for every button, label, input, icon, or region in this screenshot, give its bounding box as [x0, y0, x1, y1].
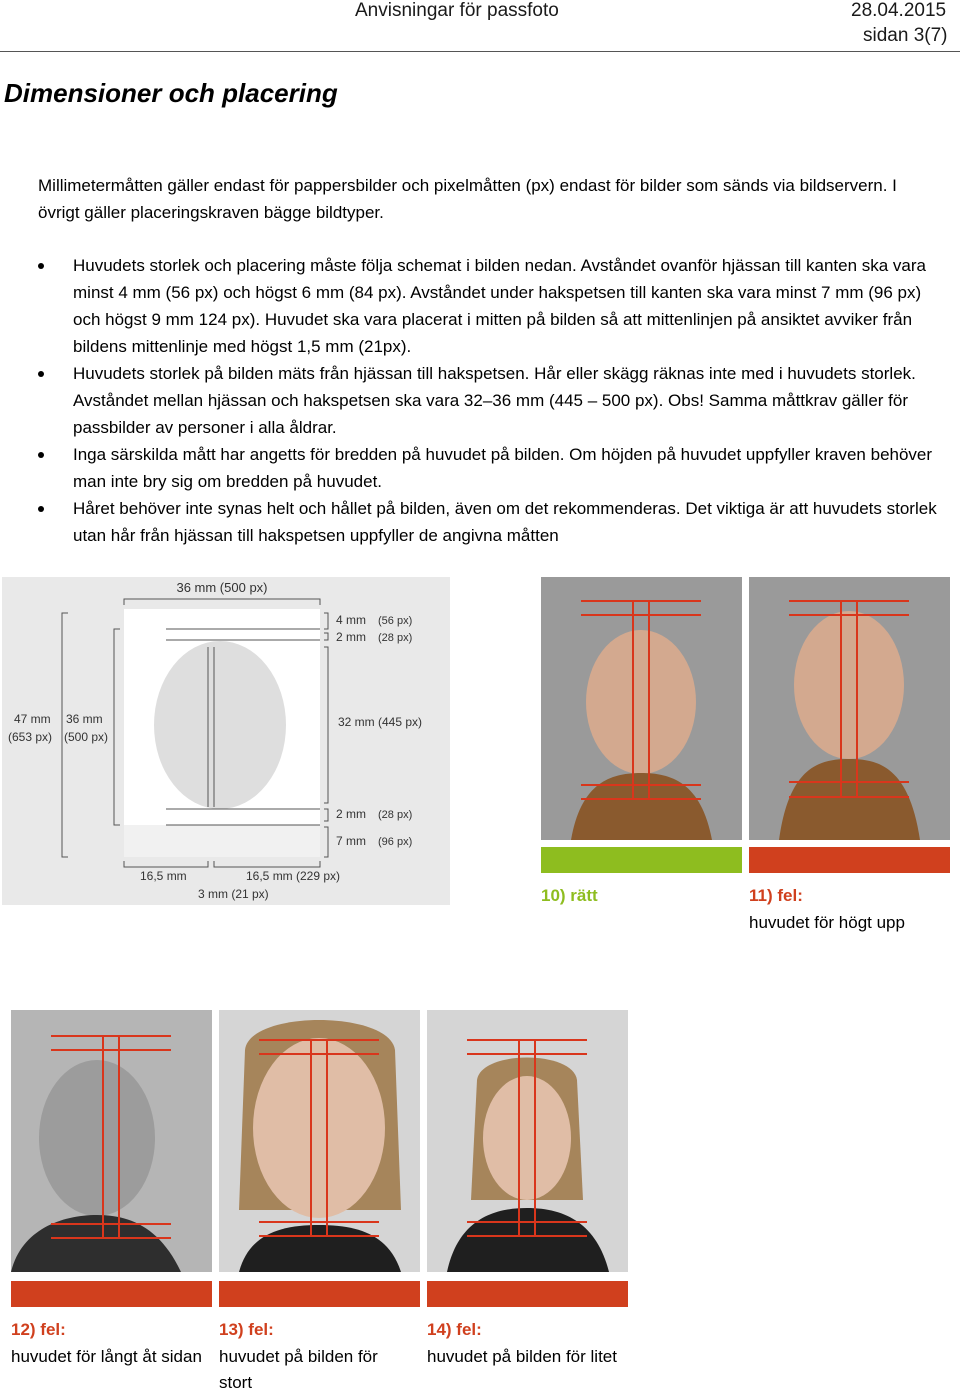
- left-side-bracket: [124, 861, 208, 867]
- header-date: 28.04.2015: [851, 0, 947, 21]
- chin-gap-min-bracket: [324, 809, 328, 821]
- bullet-icon: [38, 263, 44, 269]
- head-size-label: 32 mm (445 px): [338, 715, 423, 729]
- status-bar-error: [11, 1281, 212, 1307]
- example-11-text: huvudet för högt upp: [749, 913, 905, 932]
- header-page-number: sidan 3(7): [863, 25, 948, 46]
- top-gap-max-bracket: [324, 613, 328, 629]
- face-placeholder: [749, 577, 950, 840]
- example-12-number: 12) fel:: [11, 1320, 66, 1339]
- list-item-text: Håret behöver inte synas helt och hållet på bilden, även om det rekommenderas. Det viktiga är att huvudets storlek utan hår från hjässan till hakspetsen uppfyller de angivna måtten: [73, 499, 937, 545]
- list-item: [38, 252, 938, 360]
- example-photo-head-to-side: [11, 1010, 212, 1272]
- header-title: Anvisningar för passfoto: [355, 0, 559, 21]
- header-divider: [0, 51, 960, 52]
- face-placeholder: [541, 577, 742, 840]
- list-item: [38, 441, 938, 495]
- height-px-label: (653 px): [8, 730, 53, 744]
- list-item-text: Huvudets storlek och placering måste följa schemat i bilden nedan. Avståndet ovanför hjässan till kanten ska vara minst 4 mm (56 px) och högst 6 mm (84 px). Avståndet under hakspetsen till kanten ska vara minst 7 mm (96 px) och högst 9 mm 124 px). Huvudet ska vara placerat i mitten på bilden så att mittenlinjen på ansiktet avviker från bildens mittenlinje med högst 1,5 mm (21px).: [73, 256, 927, 356]
- chin-gap-max-bracket: [324, 827, 328, 857]
- list-item: [38, 495, 938, 549]
- status-bar-error: [749, 847, 950, 873]
- example-13-number: 13) fel:: [219, 1320, 274, 1339]
- top-gap-min-bracket: [324, 633, 328, 640]
- head-oval: [154, 641, 286, 809]
- inner-px-label: (500 px): [64, 730, 109, 744]
- head-size-bracket: [324, 647, 328, 803]
- top-gap-max-label: 4 mm: [336, 613, 366, 627]
- center-tolerance-label: 3 mm (21 px): [198, 887, 269, 901]
- inner-height-bracket: [114, 629, 120, 825]
- chin-gap-min-px-label: (28 px): [378, 809, 413, 821]
- face-placeholder: [219, 1010, 420, 1272]
- top-gap-min-px-label: (28 px): [378, 632, 413, 644]
- status-bar-error: [219, 1281, 420, 1307]
- right-side-label: 16,5 mm (229 px): [246, 869, 341, 883]
- bullet-icon: [38, 506, 44, 512]
- example-13-text: huvudet på bilden för stort: [219, 1347, 378, 1392]
- left-side-label: 16,5 mm: [140, 869, 187, 883]
- example-photo-head-too-high: [749, 577, 950, 840]
- dimension-diagram: [2, 577, 450, 905]
- list-item-text: Inga särskilda mått har angetts för bredden på huvudet på bilden. Om höjden på huvudet uppfyller kraven behöver man inte bry sig om bredden på huvudet.: [73, 445, 933, 491]
- intro-paragraph: Millimetermåtten gäller endast för pappersbilder och pixelmåtten (px) endast för bilder som sänds via bildservern. I övrigt gäller placeringskraven bägge bildtyper.: [38, 176, 897, 222]
- top-gap-max-px-label: (56 px): [378, 615, 413, 627]
- chin-gap-max-px-label: (96 px): [378, 836, 413, 848]
- status-bar-error: [427, 1281, 628, 1307]
- requirements-list: [38, 252, 938, 549]
- example-11-number: 11) fel:: [749, 886, 803, 905]
- example-photo-head-too-large: [219, 1010, 420, 1272]
- list-item: [38, 360, 938, 441]
- example-14-number: 14) fel:: [427, 1320, 482, 1339]
- example-photo-correct: [541, 577, 742, 840]
- height-mm-label: 47 mm: [14, 712, 51, 726]
- example-14-text: huvudet på bilden för litet: [427, 1347, 617, 1366]
- section-heading: Dimensioner och placering: [4, 78, 338, 108]
- example-12-text: huvudet för långt åt sidan: [11, 1347, 202, 1366]
- right-side-bracket: [214, 861, 320, 867]
- face-placeholder: [427, 1010, 628, 1272]
- chin-gap-max-label: 7 mm: [336, 834, 366, 848]
- top-width-label: 36 mm (500 px): [176, 580, 268, 595]
- chin-gap-min-label: 2 mm: [336, 807, 366, 821]
- status-bar-ok: [541, 847, 742, 873]
- list-item-text: Huvudets storlek på bilden mäts från hjässan till hakspetsen. Hår eller skägg räknas inte med i huvudets storlek. Avståndet mellan hjässan och hakspetsen ska vara 32–36 mm (445 – 500 px). Obs! Samma måttkrav gäller för passbilder av personer i alla åldrar.: [73, 364, 916, 437]
- example-10-number: 10) rätt: [541, 886, 598, 905]
- bullet-icon: [38, 371, 44, 377]
- top-width-bracket: [124, 599, 320, 605]
- dimension-diagram-svg: [2, 577, 450, 905]
- face-placeholder: [11, 1010, 212, 1272]
- inner-mm-label: 36 mm: [66, 712, 103, 726]
- example-photo-head-too-small: [427, 1010, 628, 1272]
- chin-zone: [124, 825, 320, 857]
- top-gap-min-label: 2 mm: [336, 630, 366, 644]
- bullet-icon: [38, 452, 44, 458]
